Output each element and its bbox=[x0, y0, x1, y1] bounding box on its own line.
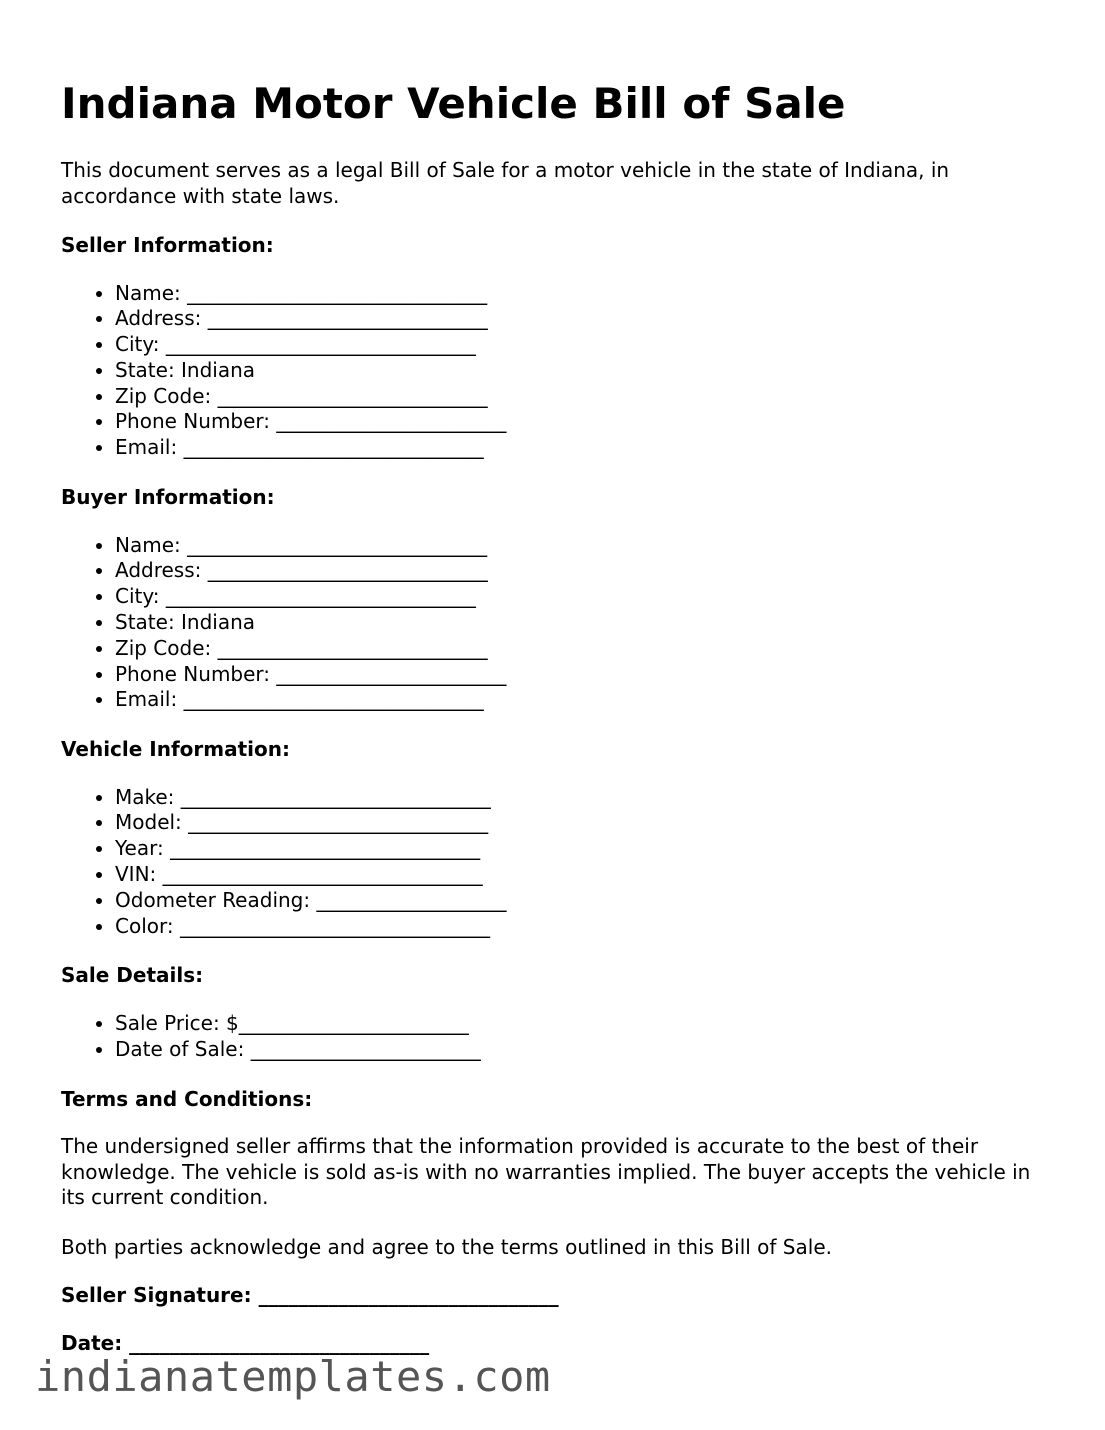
buyer-list bbox=[61, 533, 1051, 714]
buyer-name-field: • Name: ______________________________ bbox=[115, 533, 1051, 559]
seller-heading: Seller Information: bbox=[61, 233, 274, 257]
seller-state-field: • State: Indiana bbox=[115, 358, 1051, 384]
vehicle-list bbox=[61, 785, 1051, 940]
seller-name-field: • Name: ______________________________ bbox=[115, 281, 1051, 307]
sale-list bbox=[61, 1011, 1051, 1063]
seller-zip-field: • Zip Code: ___________________________ bbox=[115, 384, 1051, 410]
sale-heading: Sale Details: bbox=[61, 963, 204, 988]
seller-phone-field: • Phone Number: _______________________ bbox=[115, 409, 1051, 435]
vehicle-heading: Vehicle Information: bbox=[61, 737, 290, 762]
vehicle-model-field: • Model: ______________________________ bbox=[115, 810, 1051, 836]
seller-email-field: • Email: ______________________________ bbox=[115, 435, 1051, 461]
vehicle-year-field: • Year: _______________________________ bbox=[115, 836, 1051, 862]
buyer-address-field: • Address: ____________________________ bbox=[115, 558, 1051, 584]
intro-paragraph: This document serves as a legal Bill of Sale for a motor vehicle in the state of Indiana, in accordance with state laws. bbox=[61, 158, 950, 208]
sale-date-field: • Date of Sale: _______________________ bbox=[115, 1037, 1051, 1063]
watermark: indianatemplates.com bbox=[35, 1352, 551, 1401]
acknowledgement-paragraph: Both parties acknowledge and agree to the terms outlined in this Bill of Sale. bbox=[61, 1234, 832, 1259]
document-title: Indiana Motor Vehicle Bill of Sale bbox=[61, 79, 846, 128]
vehicle-vin-field: • VIN: ________________________________ bbox=[115, 862, 1051, 888]
sale-price-field: • Sale Price: $_______________________ bbox=[115, 1011, 1051, 1037]
buyer-heading: Buyer Information: bbox=[61, 485, 275, 510]
vehicle-odometer-field: • Odometer Reading: ___________________ bbox=[115, 888, 1051, 914]
terms-heading: Terms and Conditions: bbox=[61, 1086, 313, 1111]
seller-address-field: • Address: ____________________________ bbox=[115, 306, 1051, 332]
buyer-state-field: • State: Indiana bbox=[115, 610, 1051, 636]
terms-paragraph: The undersigned seller affirms that the information provided is accurate to the best of their knowledge. The vehicle is sold as-is with no warranties implied. The buyer accepts the vehicle in its current condition. bbox=[61, 1134, 1031, 1210]
buyer-email-field: • Email: ______________________________ bbox=[115, 687, 1051, 713]
seller-city-field: • City: _______________________________ bbox=[115, 332, 1051, 358]
vehicle-color-field: • Color: _______________________________ bbox=[115, 914, 1051, 940]
signature-date-line: Date: ______________________________ bbox=[61, 1330, 430, 1355]
buyer-phone-field: • Phone Number: _______________________ bbox=[115, 662, 1051, 688]
seller-signature-line: Seller Signature: ______________________________ bbox=[61, 1283, 559, 1308]
seller-list bbox=[61, 281, 1051, 462]
document-page bbox=[61, 78, 1051, 1378]
vehicle-make-field: • Make: _______________________________ bbox=[115, 785, 1051, 811]
buyer-city-field: • City: _______________________________ bbox=[115, 584, 1051, 610]
buyer-zip-field: • Zip Code: ___________________________ bbox=[115, 636, 1051, 662]
